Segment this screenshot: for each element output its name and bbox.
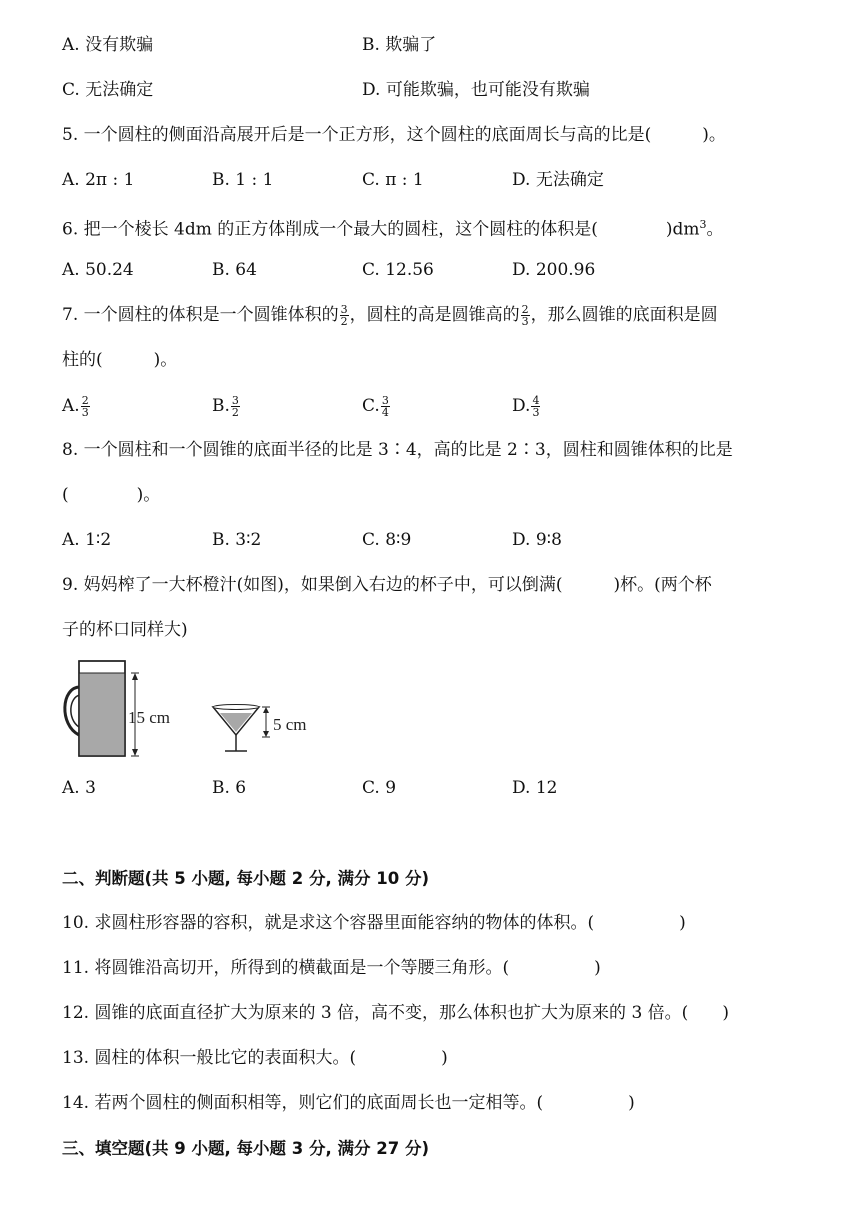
fraction-numerator: 4 — [532, 394, 540, 407]
q7-fraction-2-denominator: 3 — [521, 315, 529, 328]
q6-option-d: D. 200.96 — [512, 260, 596, 280]
option-fraction — [381, 395, 390, 418]
fraction-denominator: 4 — [381, 406, 389, 419]
q7-fraction-1 — [340, 304, 349, 327]
option-fraction — [531, 395, 540, 418]
section2-heading: 二、判断题(共 5 小题, 每小题 2 分, 满分 10 分) — [62, 869, 429, 888]
section3-heading: 三、填空题(共 9 小题, 每小题 3 分, 满分 27 分) — [62, 1139, 429, 1158]
q4-option-a: A. 没有欺骗 — [62, 35, 154, 55]
q9-option-b: B. 6 — [212, 778, 247, 798]
q7-text-part3: ，那么圆锥的底面积是圆 — [530, 305, 718, 325]
option-fraction — [81, 395, 90, 418]
q12-statement: 12. 圆锥的底面直径扩大为原来的 3 倍，高不变，那么体积也扩大为原来的 3 倍。( ) — [62, 1003, 729, 1023]
q7-text-part2: ，圆柱的高是圆锥高的 — [349, 305, 520, 325]
q7-fraction-2-numerator: 2 — [521, 303, 529, 316]
q7-question — [62, 304, 718, 327]
q6-unit-exponent: 3 — [699, 218, 707, 231]
q7-text-part1: 7. 一个圆柱的体积是一个圆锥体积的 — [62, 305, 339, 325]
q4-option-b: B. 欺骗了 — [362, 35, 437, 55]
q7-option-d — [512, 395, 541, 418]
q6-option-b: B. 64 — [212, 260, 257, 280]
q6-option-c: C. 12.56 — [362, 260, 434, 280]
q9-figure — [55, 655, 325, 765]
glass-height-dimension — [262, 707, 270, 737]
juice-mug-icon — [65, 661, 125, 756]
fraction-denominator: 3 — [81, 406, 89, 419]
q5-option-b: B. 1 : 1 — [212, 170, 274, 190]
q6-text: 6. 把一个棱长 4dm 的正方体削成一个最大的圆柱，这个圆柱的体积是( )dm — [62, 219, 700, 240]
q6-option-a: A. 50.24 — [62, 260, 134, 280]
q7-question-line2: 柱的( )。 — [62, 350, 178, 370]
q9-question-line2: 子的杯口同样大) — [62, 620, 188, 640]
option-label: A. — [62, 396, 80, 416]
q5-question: 5. 一个圆柱的侧面沿高展开后是一个正方形，这个圆柱的底面周长与高的比是( )。 — [62, 125, 726, 145]
fraction-numerator: 3 — [381, 394, 389, 407]
q8-question: 8. 一个圆柱和一个圆锥的底面半径的比是 3∶4，高的比是 2∶3，圆柱和圆锥体积的比是 — [62, 440, 733, 460]
fraction-denominator: 3 — [532, 406, 540, 419]
fraction-denominator: 2 — [231, 406, 239, 419]
fraction-numerator: 3 — [231, 394, 239, 407]
fraction-numerator: 2 — [81, 394, 89, 407]
q9-question: 9. 妈妈榨了一大杯橙汁(如图)，如果倒入右边的杯子中，可以倒满( )杯。(两个杯 — [62, 575, 712, 595]
q7-fraction-1-denominator: 2 — [340, 315, 348, 328]
q7-fraction-2 — [521, 304, 530, 327]
q8-option-d: D. 9∶8 — [512, 530, 562, 550]
q6-tail: 。 — [706, 219, 724, 240]
q7-fraction-1-numerator: 3 — [340, 303, 348, 316]
q5-option-d: D. 无法确定 — [512, 170, 604, 190]
q14-statement: 14. 若两个圆柱的侧面积相等，则它们的底面周长也一定相等。( ) — [62, 1093, 635, 1113]
q9-option-d: D. 12 — [512, 778, 558, 798]
q4-option-c: C. 无法确定 — [62, 80, 154, 100]
glass-height-label: 5 cm — [273, 715, 307, 734]
q8-option-a: A. 1∶2 — [62, 530, 112, 550]
option-label: D. — [512, 396, 531, 416]
q5-option-c: C. π : 1 — [362, 170, 424, 190]
q9-option-a: A. 3 — [62, 778, 96, 798]
option-label: B. — [212, 396, 230, 416]
option-fraction — [231, 395, 240, 418]
mug-height-label: 15 cm — [128, 708, 171, 727]
q4-option-d: D. 可能欺骗，也可能没有欺骗 — [362, 80, 590, 100]
q10-statement: 10. 求圆柱形容器的容积，就是求这个容器里面能容纳的物体的体积。( ) — [62, 913, 686, 933]
q8-option-b: B. 3∶2 — [212, 530, 262, 550]
q7-option-a — [62, 395, 91, 418]
cone-glass-icon — [213, 705, 259, 752]
q7-option-b — [212, 395, 241, 418]
q8-option-c: C. 8∶9 — [362, 530, 412, 550]
q6-question — [62, 214, 724, 241]
option-label: C. — [362, 396, 380, 416]
q5-option-a: A. 2π : 1 — [62, 170, 135, 190]
q13-statement: 13. 圆柱的体积一般比它的表面积大。( ) — [62, 1048, 448, 1068]
q8-question-line2: ( )。 — [62, 485, 161, 505]
q7-option-c — [362, 395, 391, 418]
q9-option-c: C. 9 — [362, 778, 397, 798]
q11-statement: 11. 将圆锥沿高切开，所得到的横截面是一个等腰三角形。( ) — [62, 958, 601, 978]
